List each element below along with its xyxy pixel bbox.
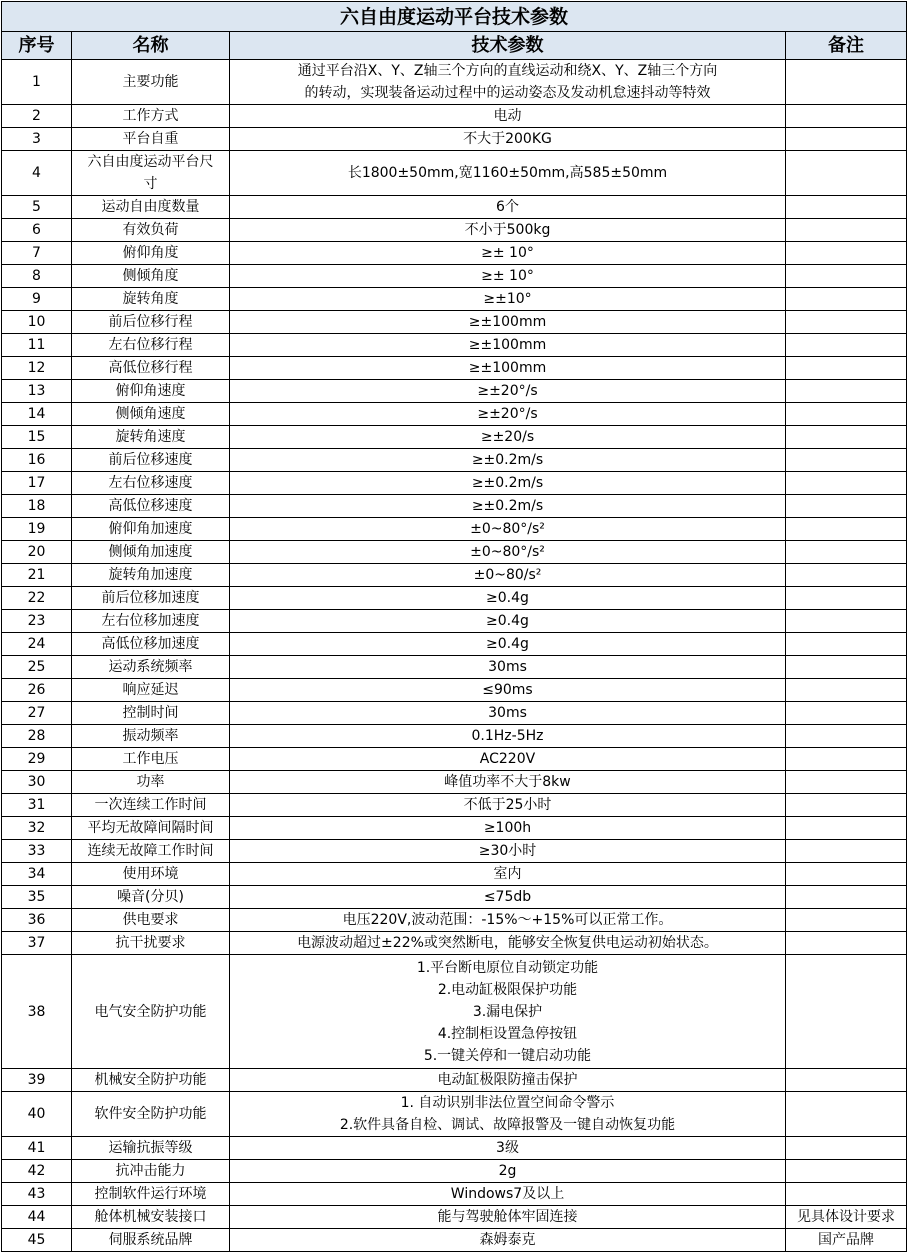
row-name: 左右位移行程 — [72, 334, 230, 357]
row-note — [786, 748, 907, 771]
table-row — [2, 1160, 907, 1183]
row-spec: ≥±20°/s — [230, 380, 786, 403]
row-note — [786, 472, 907, 495]
row-note — [786, 219, 907, 242]
table-row — [2, 1206, 907, 1229]
header-no: 序号 — [2, 32, 72, 60]
row-spec: 能与驾驶舱体牢固连接 — [230, 1206, 786, 1229]
row-number: 30 — [2, 771, 72, 794]
row-spec: ±0~80/s² — [230, 564, 786, 587]
row-spec: 不小于500kg — [230, 219, 786, 242]
row-spec: ≥±10° — [230, 288, 786, 311]
table-row — [2, 909, 907, 932]
row-spec: 2g — [230, 1160, 786, 1183]
row-spec: Windows7及以上 — [230, 1183, 786, 1206]
row-note — [786, 265, 907, 288]
row-name: 高低位移加速度 — [72, 633, 230, 656]
row-spec: 1.平台断电原位自动锁定功能 2.电动缸极限保护功能 3.漏电保护 4.控制柜设置急停按钮 5.一键关停和一键启动功能 — [230, 955, 786, 1069]
row-name: 侧倾角速度 — [72, 403, 230, 426]
row-name: 舱体机械安装接口 — [72, 1206, 230, 1229]
row-number: 13 — [2, 380, 72, 403]
row-note — [786, 886, 907, 909]
row-spec: 通过平台沿X、Y、Z轴三个方向的直线运动和绕X、Y、Z轴三个方向 的转动，实现装备运动过程中的运动姿态及发动机怠速抖动等特效 — [230, 60, 786, 105]
table-row — [2, 932, 907, 955]
row-note — [786, 1092, 907, 1137]
row-note — [786, 863, 907, 886]
table-row — [2, 495, 907, 518]
table-row — [2, 771, 907, 794]
row-spec: ≥100h — [230, 817, 786, 840]
row-number: 14 — [2, 403, 72, 426]
row-number: 21 — [2, 564, 72, 587]
row-note — [786, 196, 907, 219]
table-row — [2, 610, 907, 633]
row-number: 5 — [2, 196, 72, 219]
table-row — [2, 656, 907, 679]
table-row — [2, 886, 907, 909]
row-note — [786, 587, 907, 610]
row-spec: 6个 — [230, 196, 786, 219]
row-number: 35 — [2, 886, 72, 909]
row-note — [786, 1137, 907, 1160]
row-name: 噪音(分贝) — [72, 886, 230, 909]
table-row — [2, 863, 907, 886]
table-row — [2, 1183, 907, 1206]
row-number: 45 — [2, 1229, 72, 1252]
table-row — [2, 725, 907, 748]
row-number: 39 — [2, 1069, 72, 1092]
row-name: 旋转角度 — [72, 288, 230, 311]
row-spec: 长1800±50mm,宽1160±50mm,高585±50mm — [230, 151, 786, 196]
row-number: 10 — [2, 311, 72, 334]
table-row — [2, 955, 907, 1069]
row-note — [786, 541, 907, 564]
row-spec: 30ms — [230, 656, 786, 679]
table-row — [2, 679, 907, 702]
row-number: 32 — [2, 817, 72, 840]
row-number: 12 — [2, 357, 72, 380]
table-row — [2, 128, 907, 151]
row-spec: 电动缸极限防撞击保护 — [230, 1069, 786, 1092]
row-number: 8 — [2, 265, 72, 288]
row-note — [786, 288, 907, 311]
row-name: 工作方式 — [72, 105, 230, 128]
table-body — [2, 60, 907, 1252]
row-number: 9 — [2, 288, 72, 311]
row-spec: AC220V — [230, 748, 786, 771]
row-spec: 森姆泰克 — [230, 1229, 786, 1252]
row-note — [786, 518, 907, 541]
table-row — [2, 242, 907, 265]
row-spec: 电动 — [230, 105, 786, 128]
row-note — [786, 656, 907, 679]
row-spec: ≥±100mm — [230, 334, 786, 357]
table-row — [2, 60, 907, 105]
row-spec: ±0~80°/s² — [230, 541, 786, 564]
table-row — [2, 564, 907, 587]
row-note — [786, 60, 907, 105]
table-row — [2, 817, 907, 840]
row-number: 44 — [2, 1206, 72, 1229]
row-note — [786, 840, 907, 863]
row-number: 38 — [2, 955, 72, 1069]
row-number: 43 — [2, 1183, 72, 1206]
table-row — [2, 265, 907, 288]
row-number: 20 — [2, 541, 72, 564]
row-number: 40 — [2, 1092, 72, 1137]
row-note — [786, 610, 907, 633]
row-name: 响应延迟 — [72, 679, 230, 702]
row-note — [786, 426, 907, 449]
row-name: 高低位移行程 — [72, 357, 230, 380]
row-number: 31 — [2, 794, 72, 817]
row-spec: 不大于200KG — [230, 128, 786, 151]
table-row — [2, 541, 907, 564]
row-note — [786, 380, 907, 403]
row-name: 工作电压 — [72, 748, 230, 771]
row-number: 11 — [2, 334, 72, 357]
row-name: 控制时间 — [72, 702, 230, 725]
table-row — [2, 196, 907, 219]
row-number: 4 — [2, 151, 72, 196]
row-note — [786, 932, 907, 955]
table-row — [2, 288, 907, 311]
row-name: 平台自重 — [72, 128, 230, 151]
row-name: 旋转角速度 — [72, 426, 230, 449]
row-name: 前后位移加速度 — [72, 587, 230, 610]
row-name: 供电要求 — [72, 909, 230, 932]
row-spec: ≤75db — [230, 886, 786, 909]
row-name: 俯仰角度 — [72, 242, 230, 265]
row-spec: ≥± 10° — [230, 242, 786, 265]
row-name: 抗冲击能力 — [72, 1160, 230, 1183]
table-row — [2, 426, 907, 449]
row-spec: 室内 — [230, 863, 786, 886]
table-row — [2, 840, 907, 863]
row-number: 22 — [2, 587, 72, 610]
row-spec: 电压220V,波动范围：-15%～+15%可以正常工作。 — [230, 909, 786, 932]
row-number: 7 — [2, 242, 72, 265]
table-row — [2, 311, 907, 334]
row-spec: ≥±0.2m/s — [230, 472, 786, 495]
row-name: 左右位移速度 — [72, 472, 230, 495]
row-number: 17 — [2, 472, 72, 495]
row-name: 控制软件运行环境 — [72, 1183, 230, 1206]
row-note — [786, 633, 907, 656]
row-number: 18 — [2, 495, 72, 518]
row-number: 15 — [2, 426, 72, 449]
row-spec: ±0~80°/s² — [230, 518, 786, 541]
row-spec: ≥±0.2m/s — [230, 495, 786, 518]
row-number: 29 — [2, 748, 72, 771]
row-spec: 0.1Hz-5Hz — [230, 725, 786, 748]
row-name: 运输抗振等级 — [72, 1137, 230, 1160]
row-note — [786, 1160, 907, 1183]
row-name: 旋转角加速度 — [72, 564, 230, 587]
row-number: 28 — [2, 725, 72, 748]
row-spec: ≥±100mm — [230, 311, 786, 334]
table-row — [2, 1229, 907, 1252]
row-number: 25 — [2, 656, 72, 679]
row-note — [786, 564, 907, 587]
row-spec: 峰值功率不大于8kw — [230, 771, 786, 794]
row-note — [786, 1069, 907, 1092]
table-row — [2, 105, 907, 128]
row-note — [786, 1183, 907, 1206]
row-spec: ≥± 10° — [230, 265, 786, 288]
header-spec: 技术参数 — [230, 32, 786, 60]
row-name: 侧倾角度 — [72, 265, 230, 288]
row-name: 一次连续工作时间 — [72, 794, 230, 817]
table-row — [2, 472, 907, 495]
row-name: 机械安全防护功能 — [72, 1069, 230, 1092]
row-name: 有效负荷 — [72, 219, 230, 242]
row-name: 使用环境 — [72, 863, 230, 886]
row-note — [786, 955, 907, 1069]
row-spec: ≥±20/s — [230, 426, 786, 449]
row-spec: ≤90ms — [230, 679, 786, 702]
table-row — [2, 151, 907, 196]
row-note — [786, 794, 907, 817]
table-row — [2, 633, 907, 656]
row-number: 27 — [2, 702, 72, 725]
row-name: 伺服系统品牌 — [72, 1229, 230, 1252]
row-spec: ≥0.4g — [230, 587, 786, 610]
table-row — [2, 449, 907, 472]
row-number: 23 — [2, 610, 72, 633]
row-spec: 不低于25小时 — [230, 794, 786, 817]
row-number: 16 — [2, 449, 72, 472]
row-number: 2 — [2, 105, 72, 128]
row-name: 电气安全防护功能 — [72, 955, 230, 1069]
row-number: 33 — [2, 840, 72, 863]
table-row — [2, 1069, 907, 1092]
row-note — [786, 449, 907, 472]
row-name: 俯仰角加速度 — [72, 518, 230, 541]
row-note — [786, 403, 907, 426]
row-note: 国产品牌 — [786, 1229, 907, 1252]
row-name: 前后位移速度 — [72, 449, 230, 472]
row-note — [786, 242, 907, 265]
row-name: 功率 — [72, 771, 230, 794]
row-number: 6 — [2, 219, 72, 242]
table-row — [2, 748, 907, 771]
row-name: 运动系统频率 — [72, 656, 230, 679]
row-name: 高低位移速度 — [72, 495, 230, 518]
row-number: 42 — [2, 1160, 72, 1183]
spec-table — [1, 1, 907, 1252]
row-spec: ≥±20°/s — [230, 403, 786, 426]
row-number: 3 — [2, 128, 72, 151]
header-note: 备注 — [786, 32, 907, 60]
row-number: 19 — [2, 518, 72, 541]
table-row — [2, 380, 907, 403]
row-number: 41 — [2, 1137, 72, 1160]
row-note — [786, 702, 907, 725]
table-row — [2, 587, 907, 610]
row-note — [786, 679, 907, 702]
row-name: 连续无故障工作时间 — [72, 840, 230, 863]
row-note — [786, 725, 907, 748]
row-note — [786, 128, 907, 151]
table-row — [2, 794, 907, 817]
row-name: 主要功能 — [72, 60, 230, 105]
row-note — [786, 151, 907, 196]
table-title: 六自由度运动平台技术参数 — [2, 2, 907, 32]
row-spec: 30ms — [230, 702, 786, 725]
row-note — [786, 357, 907, 380]
row-name: 六自由度运动平台尺 寸 — [72, 151, 230, 196]
row-name: 抗干扰要求 — [72, 932, 230, 955]
table-row — [2, 403, 907, 426]
row-spec: 1. 自动识别非法位置空间命令警示 2.软件具备自检、调试、故障报警及一键自动恢复功能 — [230, 1092, 786, 1137]
table-row — [2, 1092, 907, 1137]
row-spec: ≥±100mm — [230, 357, 786, 380]
row-note — [786, 495, 907, 518]
row-number: 37 — [2, 932, 72, 955]
row-name: 侧倾角加速度 — [72, 541, 230, 564]
header-name: 名称 — [72, 32, 230, 60]
row-spec: ≥0.4g — [230, 610, 786, 633]
row-number: 26 — [2, 679, 72, 702]
row-note — [786, 771, 907, 794]
row-note — [786, 105, 907, 128]
row-note — [786, 817, 907, 840]
row-number: 34 — [2, 863, 72, 886]
row-spec: ≥±0.2m/s — [230, 449, 786, 472]
table-row — [2, 1137, 907, 1160]
row-note — [786, 311, 907, 334]
row-name: 俯仰角速度 — [72, 380, 230, 403]
row-name: 左右位移加速度 — [72, 610, 230, 633]
row-name: 平均无故障间隔时间 — [72, 817, 230, 840]
row-spec: ≥0.4g — [230, 633, 786, 656]
row-name: 前后位移行程 — [72, 311, 230, 334]
table-row — [2, 702, 907, 725]
table-row — [2, 219, 907, 242]
row-number: 24 — [2, 633, 72, 656]
row-note — [786, 334, 907, 357]
row-note — [786, 909, 907, 932]
row-name: 运动自由度数量 — [72, 196, 230, 219]
row-spec: 3级 — [230, 1137, 786, 1160]
row-number: 36 — [2, 909, 72, 932]
table-row — [2, 357, 907, 380]
row-name: 软件安全防护功能 — [72, 1092, 230, 1137]
row-note: 见具体设计要求 — [786, 1206, 907, 1229]
row-name: 振动频率 — [72, 725, 230, 748]
table-row — [2, 518, 907, 541]
row-spec: 电源波动超过±22%或突然断电，能够安全恢复供电运动初始状态。 — [230, 932, 786, 955]
row-spec: ≥30小时 — [230, 840, 786, 863]
row-number: 1 — [2, 60, 72, 105]
table-row — [2, 334, 907, 357]
